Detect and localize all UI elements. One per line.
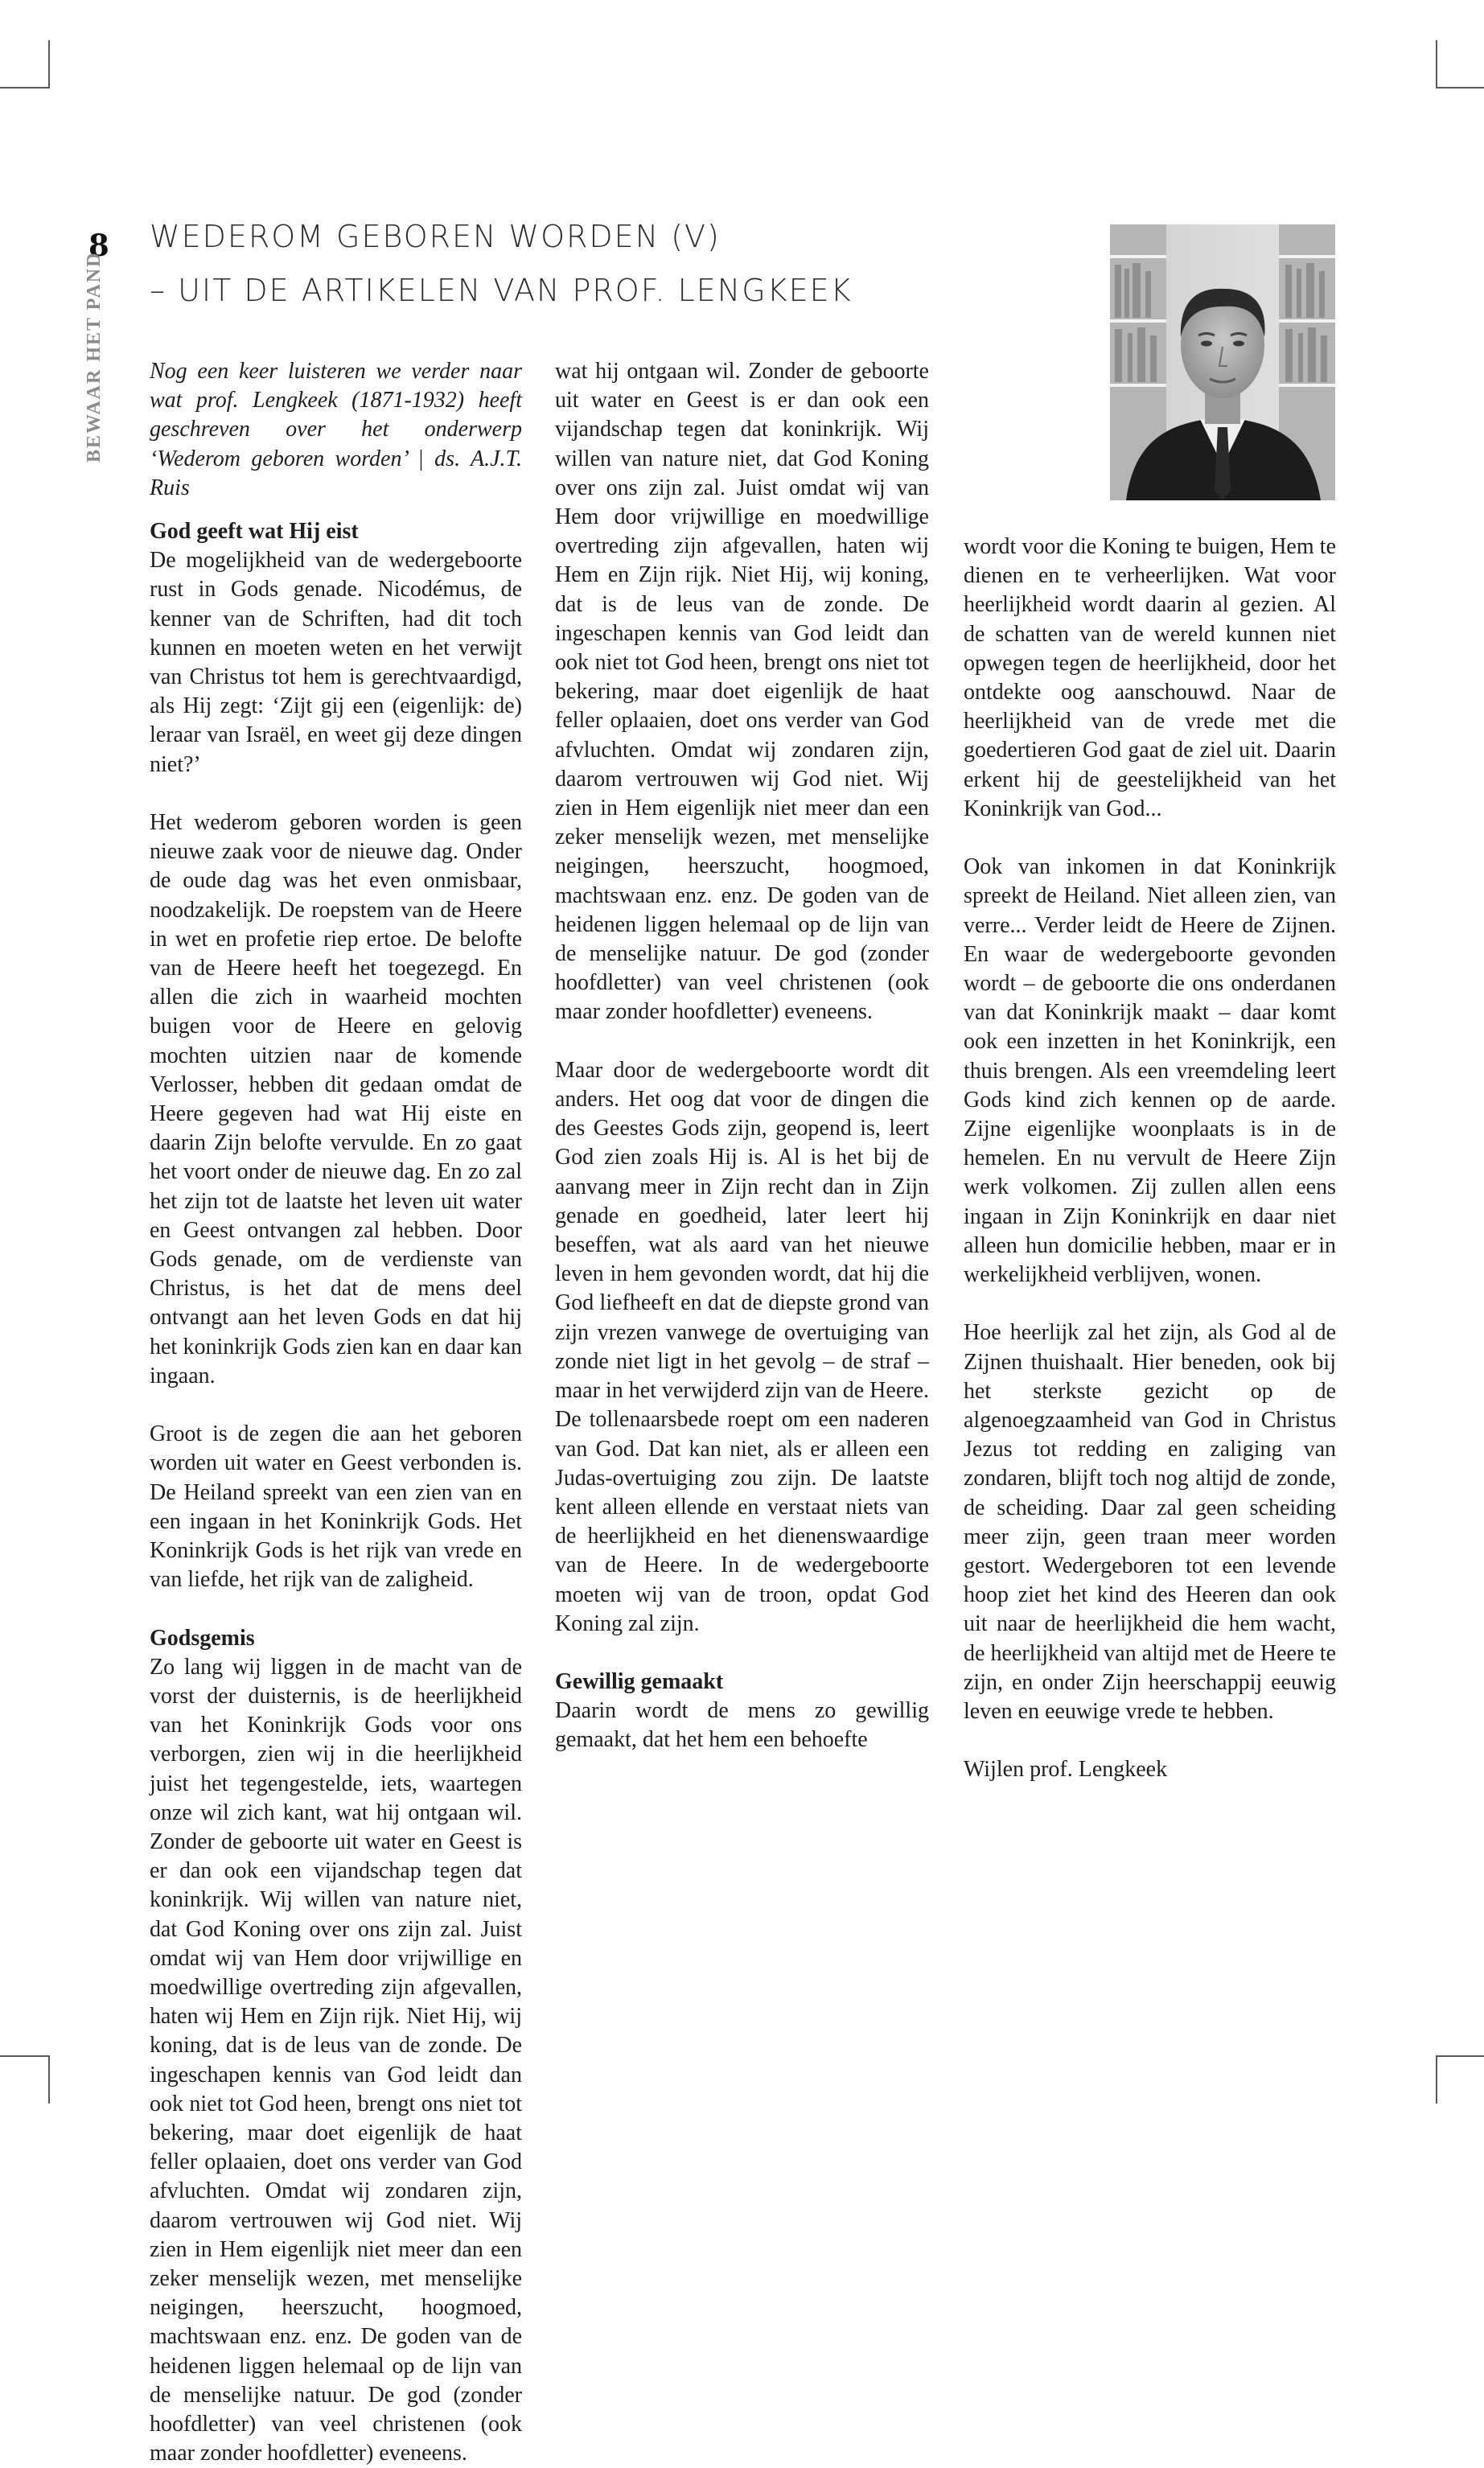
signature: Wijlen prof. Lengkeek bbox=[964, 1757, 1168, 1783]
crop-mark bbox=[0, 87, 48, 88]
article-column-2 bbox=[555, 357, 929, 1755]
author-portrait-photo bbox=[1110, 224, 1335, 500]
paragraph: Ook van inkomen in dat Koninkrijk spreekt de Heiland. Niet alleen zien, van verre... Verder leidt de Heere de Zijnen. En waar de wedergeboorte gevonden wordt – de geboorte die ons onderdanen van dat Koninkrijk maakt – daar komt ook een inzetten in het Koninkrijk, een thuis brengen. Als een vreemdeling leert Gods kind zich kennen op de aarde. Zijne eigenlijke woonplaats is in de hemelen. En nu vervult de Heere Zijn werk volkomen. Zij zullen allen eens ingaan in Zijn Koninkrijk en daar niet alleen hun domicilie hebben, maar er in werkelijkheid verblijven, wonen. bbox=[964, 854, 1336, 1288]
crop-mark bbox=[48, 40, 50, 88]
article-column-1 bbox=[150, 357, 522, 2466]
crop-mark bbox=[1436, 2055, 1484, 2057]
crop-mark bbox=[1436, 87, 1484, 88]
section-heading: God geeft wat Hij eist bbox=[150, 519, 359, 545]
article-title-line-2: – UIT DE ARTIKELEN VAN PROF. LENGKEEK bbox=[150, 273, 853, 308]
section-heading: Godsgemis bbox=[150, 1625, 255, 1651]
article-intro: Nog een keer luisteren we verder naar wat prof. Lengkeek (1871-1932) heeft geschreven over het onderwerp ‘Wederom geboren worden’ | ds. A.J.T. Ruis bbox=[150, 359, 522, 500]
section-heading: Gewillig gemaakt bbox=[555, 1668, 724, 1694]
article-title-line-1: WEDEROM GEBOREN WORDEN (V) bbox=[150, 219, 721, 254]
paragraph: Daarin wordt de mens zo gewillig gemaakt, dat het hem een behoefte bbox=[555, 1698, 929, 1753]
crop-mark bbox=[1436, 40, 1437, 88]
paragraph: Zo lang wij liggen in de macht van de vorst der duisternis, is de heerlijkheid van het Koninkrijk Gods voor ons verborgen, zien wij in die heerlijkheid juist het tegengestelde, iets, waartegen onze wil zich kant, wat hij ontgaan wil. Zonder de geboorte uit water en Geest is er dan ook een vijandschap tegen dat koninkrijk. Wij willen van nature niet, dat God Koning over ons zijn zal. Juist omdat wij van Hem door vrijwillige en moedwillige overtreding zijn afgevallen, haten wij Hem en Zijn rijk. Niet Hij, wij koning, dat is de leus van de zonde. De ingeschapen kennis van God leidt dan ook niet tot God heen, brengt ons niet tot bekering, maar doet eigenlijk de haat feller oplaaien, doet ons verder van God afvluchten. Omdat wij zondaren zijn, daarom vertrouwen wij God niet. Wij zien in Hem eigenlijk niet meer dan een zeker menselijk wezen, met menselijke neigingen, heerszucht, hoogmoed, machtswaan enz. enz. De goden van de heidenen liggen helemaal op de lijn van de menselijke natuur. De god (zonder hoofdletter) van veel christenen (ook maar zonder hoofdletter) eveneens. bbox=[150, 1654, 522, 2466]
paragraph: Het wederom geboren worden is geen nieuwe zaak voor de nieuwe dag. Onder de oude dag was het even onmisbaar, noodzakelijk. De roepstem van de Heere in wet en profetie riep ertoe. De belofte van de Heere heeft het toegezegd. En allen die zich in waarheid mochten buigen voor de Heere en gelovig mochten uitzien naar de komende Verlosser, hebben dit gedaan omdat de Heere gegeven had wat Hij eiste en daarin Zijn belofte vervulde. En zo gaat het voort onder de nieuwe dag. En zo zal het zijn tot de laatste het leven uit water en Geest ontvangen zal hebben. Door Gods genade, om de verdienste van Christus, is het dat de mens deel ontvangt aan het leven Gods en dat hij het koninkrijk Gods zien kan en daar kan ingaan. bbox=[150, 810, 522, 1388]
page-number: 8 bbox=[88, 228, 109, 263]
article-column-3 bbox=[964, 533, 1336, 1785]
crop-mark bbox=[0, 2055, 48, 2057]
crop-mark bbox=[1436, 2055, 1437, 2104]
paragraph: Groot is de zegen die aan het geboren worden uit water en Geest verbonden is. De Heiland spreekt van een zien van en een ingaan in het Koninkrijk Gods. Het Koninkrijk Gods is het rijk van vrede en van liefde, het rijk van de zaligheid. bbox=[150, 1421, 522, 1593]
paragraph: Maar door de wedergeboorte wordt dit anders. Het oog dat voor de dingen die des Geestes Gods zijn, geopend is, leert God zien zoals Hij is. Al is het bij de aanvang meer in Zijn recht dan in Zijn genade en goedheid, later leert hij beseffen, wat als aard van het nieuwe leven in hem gevonden wordt, dat hij die God liefheeft en dat de diepste grond van zijn vrezen vanwege de overtuiging van zonde niet ligt in het gevolg – de straf – maar in het verwijderd zijn van de Heere. De tollenaarsbede roept om een naderen van God. Dat kan niet, als er alleen een Judas-overtuiging zou zijn. De laatste kent alleen ellende en verstaat niets van de heerlijkheid en het dienenswaardige van de Heere. In de wedergeboorte moeten wij van de troon, opdat God Koning zal zijn. bbox=[555, 1057, 929, 1636]
paragraph-continued: wat hij ontgaan wil. Zonder de geboorte uit water en Geest is er dan ook een vijandschap tegen dat koninkrijk. Wij willen van nature niet, dat God Koning over ons zijn zal. Juist omdat wij van Hem door vrijwillige en moedwillige overtreding zijn afgevallen, haten wij Hem en Zijn rijk. Niet Hij, wij koning, dat is de leus van de zonde. De ingeschapen kennis van God leidt dan ook niet tot God heen, brengt ons niet tot bekering, maar doet eigenlijk de haat feller oplaaien, doet ons verder van God afvluchten. Omdat wij zondaren zijn, daarom vertrouwen wij God niet. Wij zien in Hem eigenlijk niet meer dan een zeker menselijk wezen, met menselijke neigingen, heerszucht, hoogmoed, machtswaan enz. enz. De goden van de heidenen liggen helemaal op de lijn van de menselijke natuur. De god (zonder hoofdletter) van veel christenen (ook maar zonder hoofdletter) eveneens. bbox=[555, 359, 929, 1025]
crop-mark bbox=[48, 2055, 50, 2104]
paragraph: De mogelijkheid van de wedergeboorte rust in Gods genade. Nicodémus, de kenner van de Schriften, had dit toch kunnen en moeten weten en het verwijt van Christus tot hem is gerechtvaardigd, als Hij zegt: ‘Zijt gij een (eigenlijk: de) leraar van Israël, en weet gij deze dingen niet?’ bbox=[150, 548, 522, 777]
portrait-illustration bbox=[1110, 224, 1335, 500]
paragraph-continued: wordt voor die Koning te buigen, Hem te dienen en te verheerlijken. Wat voor heerlijkheid wordt daarin al gezien. Al de schatten van de wereld kunnen niet opwegen tegen de heerlijkheid, door het ontdekte oog aanschouwd. Naar de heerlijkheid van de vrede met die goedertieren God gaat de ziel uit. Daarin erkent hij de geestelijkheid van het Koninkrijk van God... bbox=[964, 534, 1336, 821]
paragraph: Hoe heerlijk zal het zijn, als God al de Zijnen thuishaalt. Hier beneden, ook bij het sterkste gezicht op de algenoegzaamheid van God in Christus Jezus tot redding en zaliging van zondaren, blijft toch nog altijd de zonde, de scheiding. Daar zal geen scheiding meer zijn, geen traan meer worden gestort. Wedergeboren tot een levende hoop ziet het kind des Heeren dan ook uit naar de heerlijkheid die hem wacht, de heerlijkheid van altijd met de Heere te zijn, en onder Zijn heerschappij eeuwig leven en eeuwige vrede te hebben. bbox=[964, 1320, 1336, 1725]
running-section-label: BEWAAR HET PAND bbox=[84, 251, 105, 463]
